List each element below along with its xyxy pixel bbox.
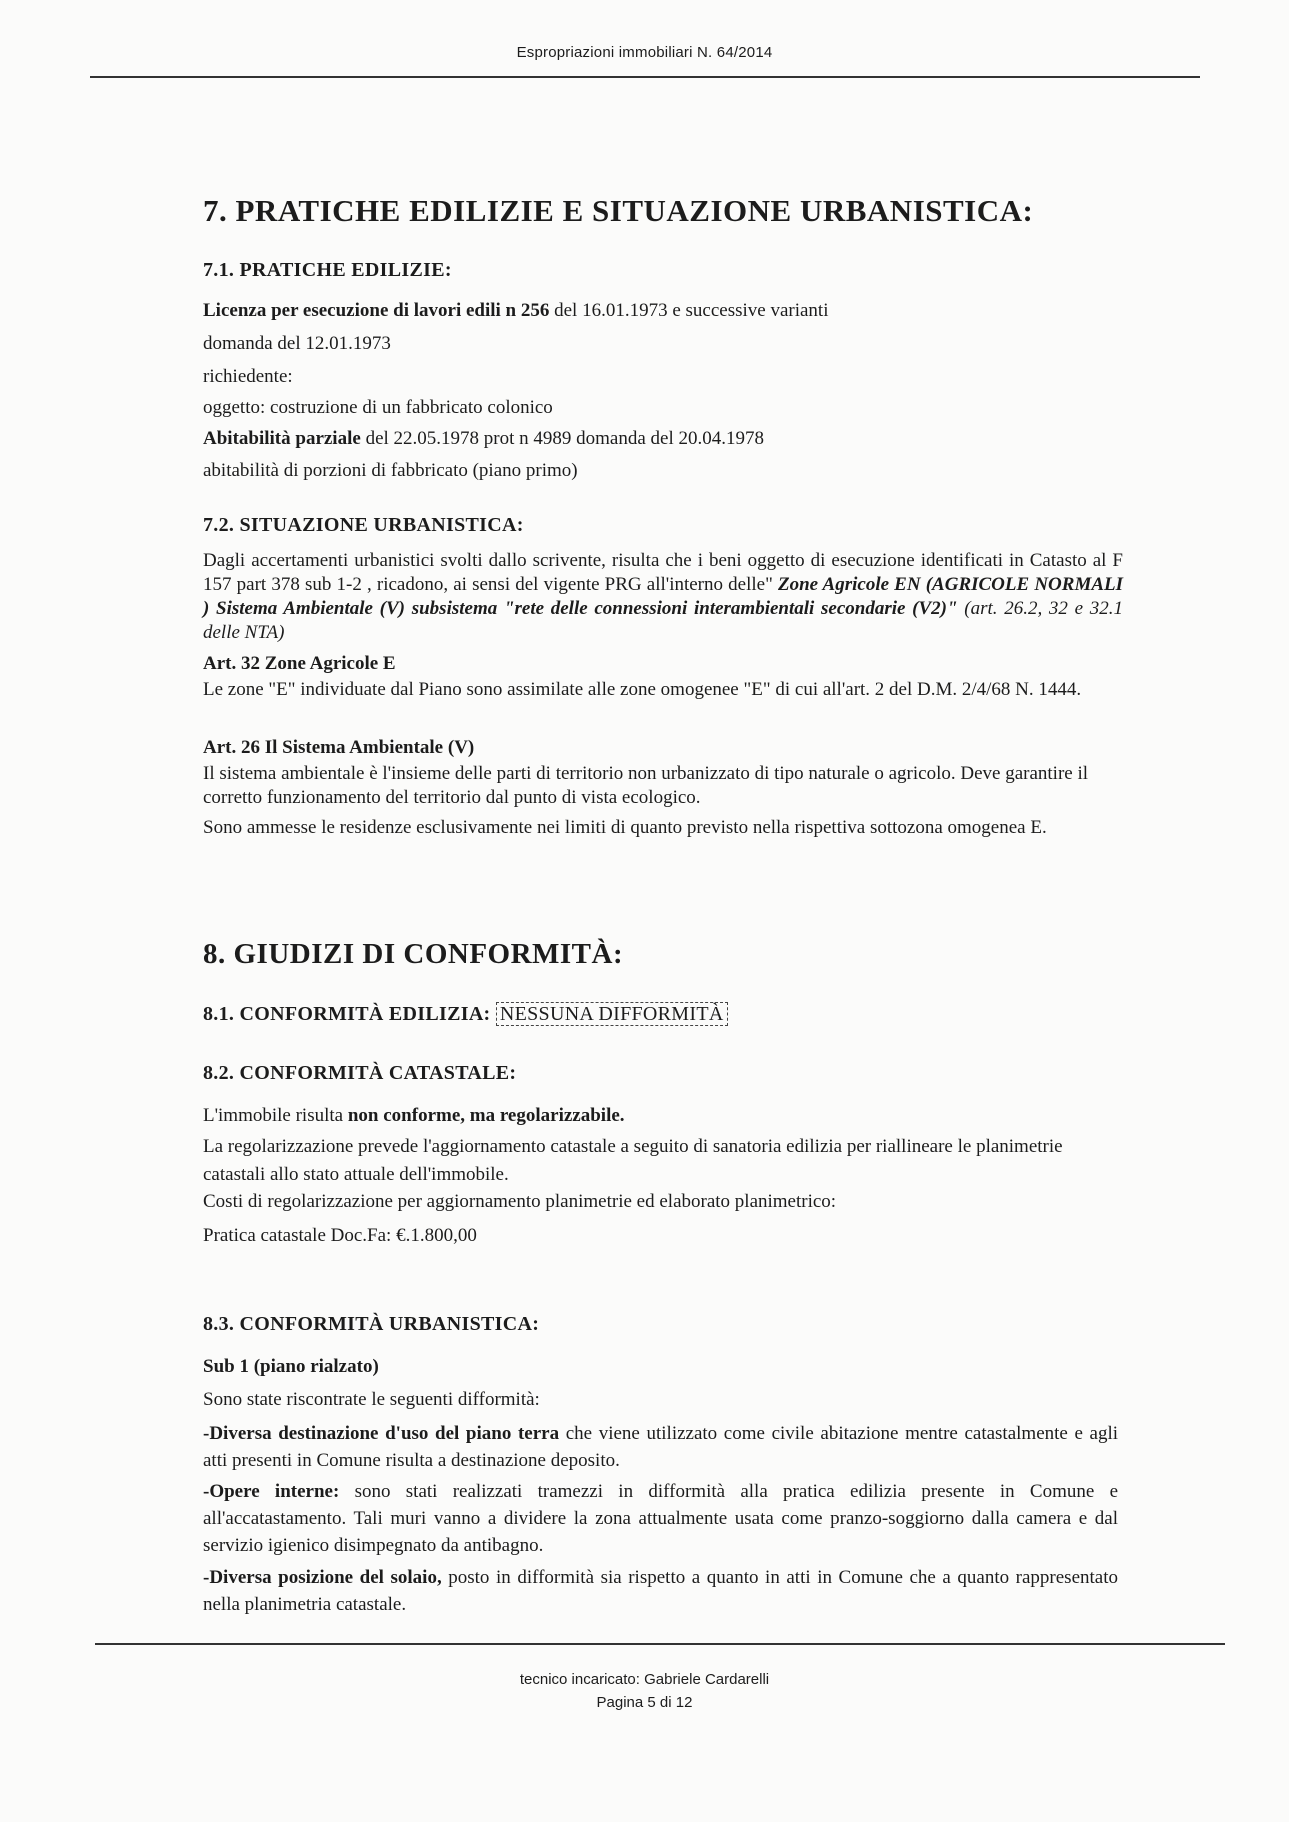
difformita-item-2-text: sono stati realizzati tramezzi in difformità alla pratica edilizia presente in Comune e all'accatastamento. Tali muri vanno a dividere la zona attualmente usata come pranzo-soggiorno dalla camera e dal servizio igienico disimpegnato da antibagno. (203, 1481, 1118, 1556)
sub1-title: Sub 1 (piano rialzato) (203, 1356, 379, 1377)
abitabilita-rest: del 22.05.1978 prot n 4989 domanda del 20.04.1978 (360, 428, 764, 449)
licenza-line (203, 297, 1143, 324)
header-rule (90, 76, 1200, 78)
abitabilita-line (203, 425, 1143, 452)
urbanistica-paragraph (203, 549, 1123, 645)
catastale-status-text: L'immobile risulta (203, 1105, 348, 1126)
section-7-1-title: 7.1. PRATICHE EDILIZIE: (203, 259, 452, 281)
licenza-bold: Licenza per esecuzione di lavori edili n 256 (203, 300, 550, 321)
difformita-item-2-bold: -Opere interne: (203, 1481, 340, 1502)
urbanistica-text: Dagli accertamenti urbanistici svolti dallo scrivente, risulta che i beni oggetto di esecuzione identificati in Catasto al F 157 part 378 sub 1-2 , ricadono, ai sensi del vigente PRG all'interno delle" (203, 550, 1123, 595)
art32-text: Le zone "E" individuate dal Piano sono assimilate alle zone omogenee "E" di cui all'art. 2 del D.M. 2/4/68 N. 1444. (203, 679, 1082, 700)
catastale-para-2: Costi di regolarizzazione per aggiornamento planimetrie ed elaborato planimetrico: (203, 1191, 837, 1212)
difformita-item-3-bold: -Diversa posizione del solaio, (203, 1567, 442, 1588)
abitabilita-note: abitabilità di porzioni di fabbricato (piano primo) (203, 460, 578, 481)
section-8-title: 8. GIUDIZI DI CONFORMITÀ: (203, 938, 624, 970)
urbanistica-ref: (art. 26.2, 32 e 32.1 delle NTA) (203, 598, 1124, 643)
domanda-line: domanda del 12.01.1973 (203, 333, 391, 354)
footer-rule (95, 1643, 1225, 1645)
catastale-status (203, 1102, 625, 1129)
edilizia-status-badge: NESSUNA DIFFORMITÀ (496, 1002, 728, 1026)
art26-text-2: Sono ammesse le residenze esclusivamente nei limiti di quanto previsto nella rispettiva sottozona omogenea E. (203, 817, 1047, 838)
catastale-para-3: Pratica catastale Doc.Fa: €.1.800,00 (203, 1225, 477, 1246)
catastale-status-bold: non conforme, ma regolarizzabile. (347, 1105, 625, 1126)
page-header: Espropriazioni immobiliari N. 64/2014 (516, 44, 773, 61)
difformita-item-1 (203, 1420, 1118, 1474)
footer-technician: tecnico incaricato: Gabriele Cardarelli (519, 1671, 770, 1688)
section-8-3-title: 8.3. CONFORMITÀ URBANISTICA: (203, 1313, 540, 1335)
section-8-1-title: 8.1. CONFORMITÀ EDILIZIA: (203, 1003, 491, 1025)
section-8-2-title: 8.2. CONFORMITÀ CATASTALE: (203, 1062, 517, 1084)
difformita-item-3 (203, 1564, 1118, 1618)
section-7-title: 7. PRATICHE EDILIZIE E SITUAZIONE URBANISTICA: (203, 193, 1034, 228)
oggetto-line: oggetto: costruzione di un fabbricato colonico (203, 397, 553, 418)
footer-page-number: Pagina 5 di 12 (596, 1694, 693, 1711)
difformita-item-1-bold: -Diversa destinazione d'uso del piano terra (203, 1423, 560, 1444)
difformita-item-2 (203, 1478, 1118, 1559)
richiedente-line: richiedente: (203, 366, 293, 387)
difformita-item-1-text: che viene utilizzato come civile abitazione mentre catastalmente e agli atti presenti in Comune risulta a destinazione deposito. (203, 1423, 1119, 1471)
licenza-rest: del 16.01.1973 e successive varianti (549, 300, 829, 321)
difformita-intro: Sono state riscontrate le seguenti difformità: (203, 1389, 540, 1410)
urbanistica-zone: Zone Agricole EN (AGRICOLE NORMALI ) Sistema Ambientale (V) subsistema "rete delle connessioni interambientali secondarie (V2)" (203, 574, 1124, 619)
difformita-item-3-text: posto in difformità sia rispetto a quanto in atti in Comune che a quanto rappresentato nella planimetria catastale. (203, 1567, 1118, 1615)
art26-text-1: Il sistema ambientale è l'insieme delle parti di territorio non urbanizzato di tipo naturale o agricolo. Deve garantire il corretto funzionamento del territorio dal punto di vista ecologico. (203, 763, 1089, 808)
art32-title: Art. 32 Zone Agricole E (203, 653, 396, 674)
catastale-para-1: La regolarizzazione prevede l'aggiornamento catastale a seguito di sanatoria edilizia per riallineare le planimetrie catastali allo stato attuale dell'immobile. (203, 1136, 1063, 1185)
abitabilita-bold: Abitabilità parziale (203, 428, 361, 449)
section-7-2-title: 7.2. SITUAZIONE URBANISTICA: (203, 514, 524, 536)
section-8-1-line (203, 1003, 728, 1026)
art26-title: Art. 26 Il Sistema Ambientale (V) (203, 737, 475, 758)
